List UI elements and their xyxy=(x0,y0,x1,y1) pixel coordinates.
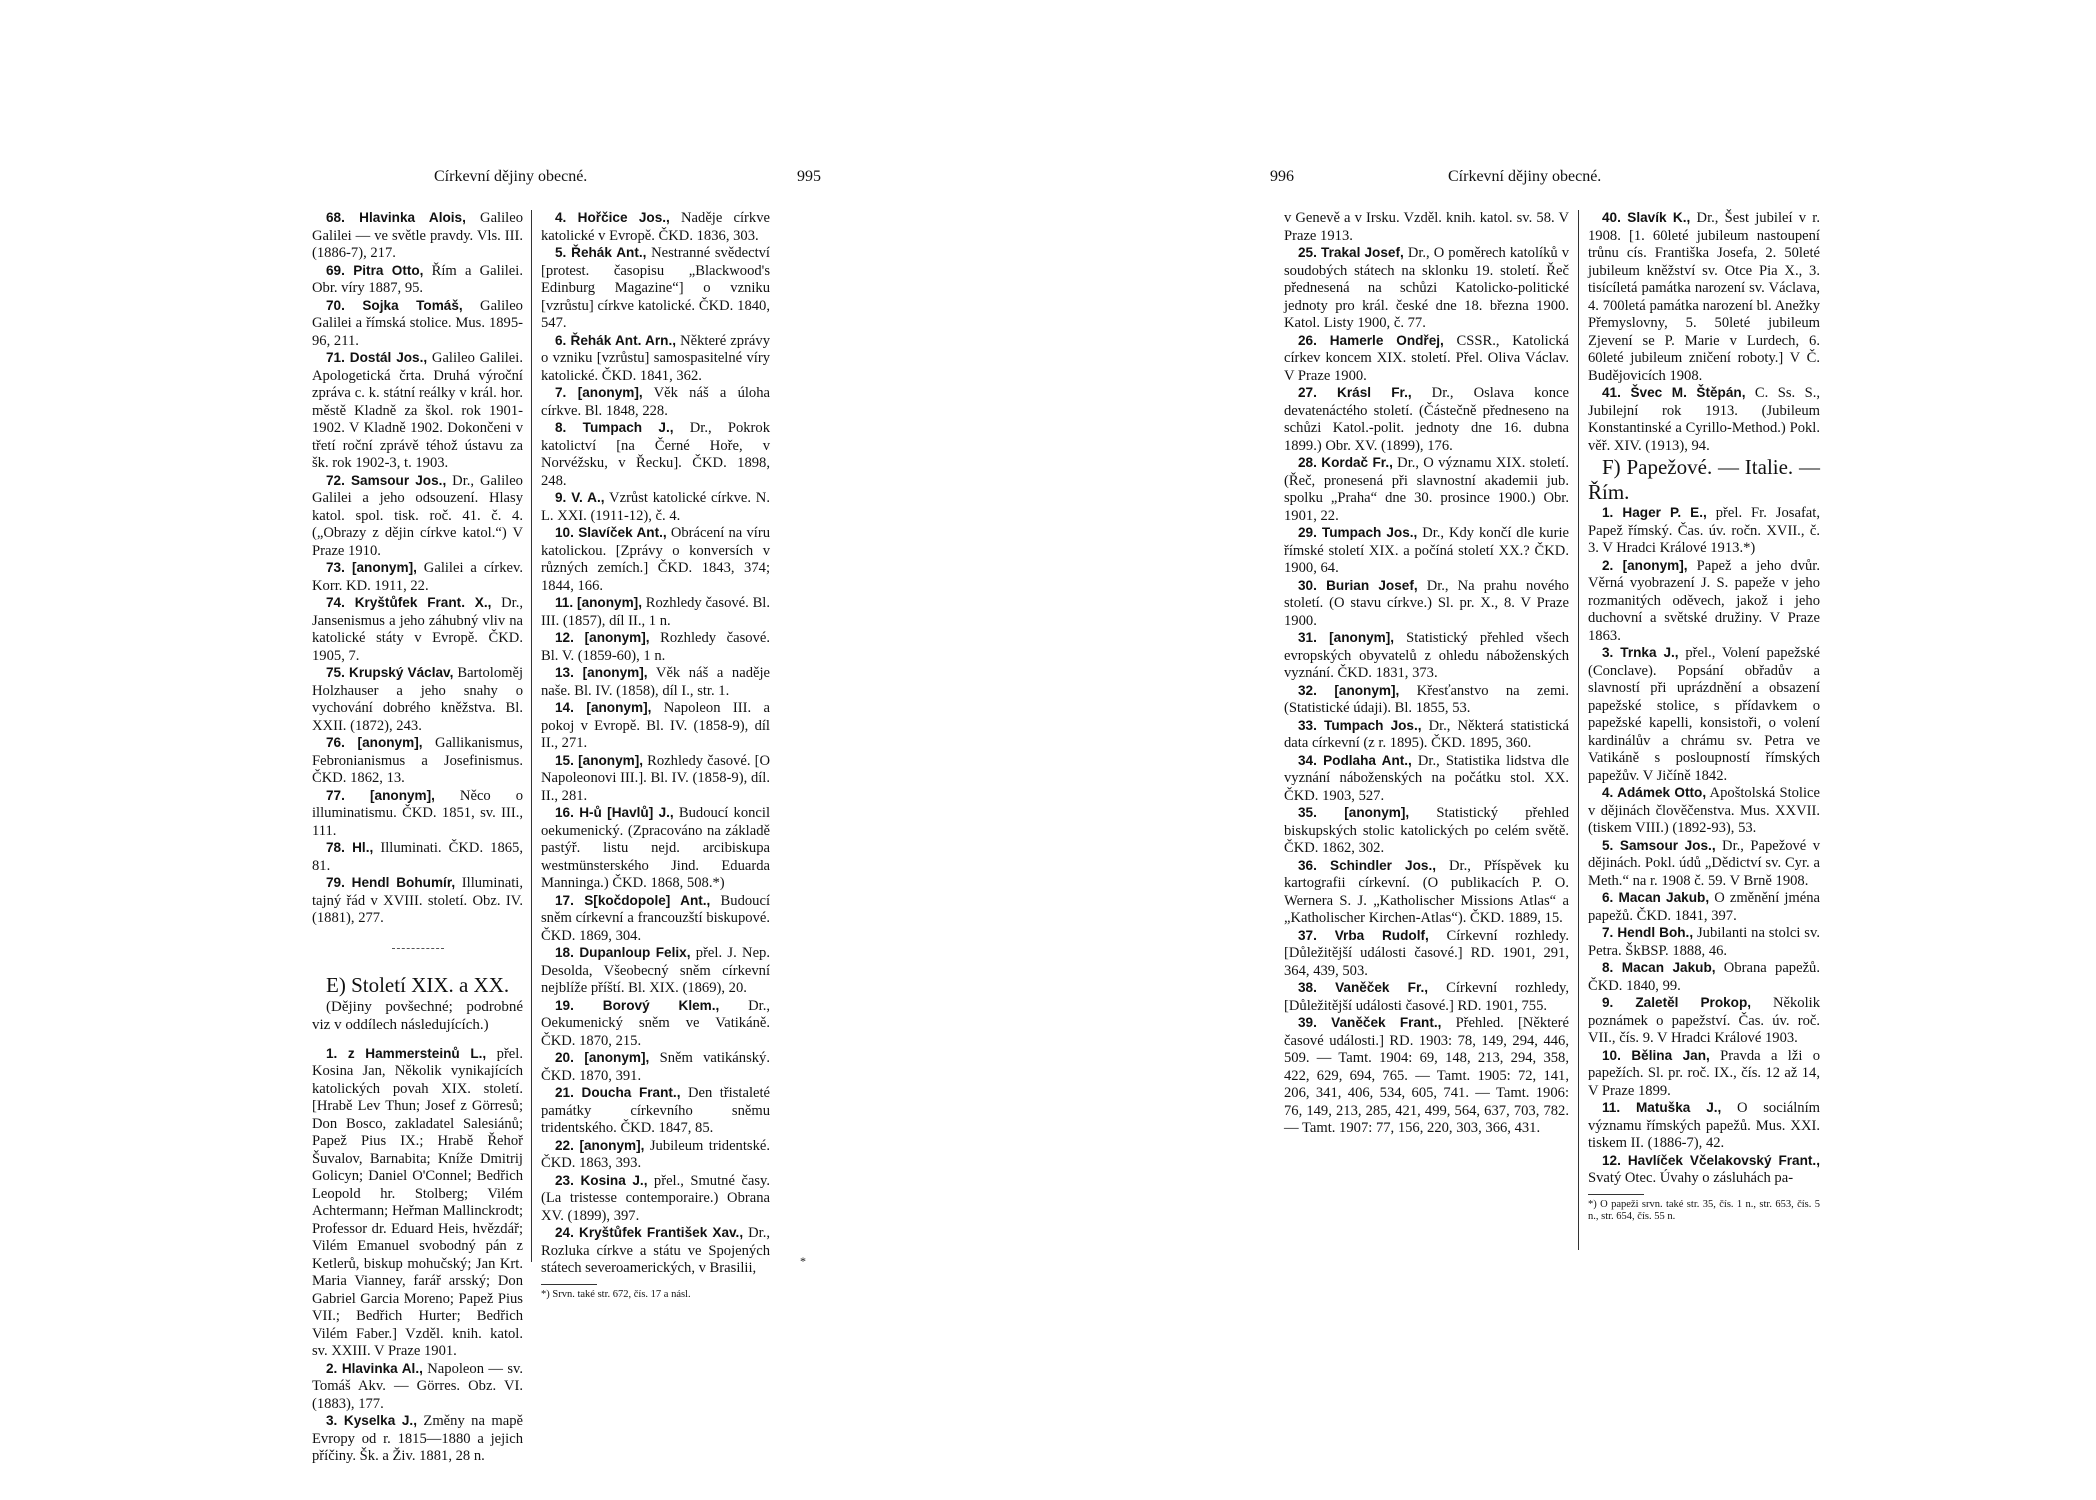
bibliography-entry xyxy=(1284,683,1569,718)
entry-author: 32. [anonym], xyxy=(1298,682,1400,698)
entry-author: 76. [anonym], xyxy=(326,735,423,750)
entry-author: 24. Kryštůfek František Xav., xyxy=(555,1225,744,1240)
entry-author: 3. Kyselka J., xyxy=(326,1413,417,1429)
entry-author: 73. [anonym], xyxy=(326,560,417,575)
footnote: *) O papeži srvn. také str. 35, čís. 1 n., str. 653, čís. 5 n., str. 654, čís. 55 n. xyxy=(1588,1198,1820,1222)
entry-text: Dr., Rozluka církve a státu ve Spojených státech severoamerických, v Brasilii, xyxy=(541,1225,770,1276)
entry-author: 11. Matuška J., xyxy=(1602,1100,1722,1116)
bibliography-entry xyxy=(312,1413,523,1466)
entry-author: 14. [anonym], xyxy=(555,700,652,715)
entry-author: 17. S[kočdopole] Ant., xyxy=(555,892,711,908)
entry-author: 18. Dupanloup Felix, xyxy=(555,945,691,960)
entry-author: 40. Slavík K., xyxy=(1602,210,1691,225)
entry-author: 10. Slavíček Ant., xyxy=(555,525,667,540)
bibliography-entry xyxy=(312,473,523,561)
entry-author: 29. Tumpach Jos., xyxy=(1298,525,1418,540)
entry-text: přel. Fr. Josafat, Papež římský. Čas. úv. ročn. XVII., č. 3. V Hradci Králové 1913.*) xyxy=(1588,505,1820,557)
entry-author: 12. [anonym], xyxy=(555,630,650,645)
entry-text: Pravda a lži o papežích. Sl. pr. roč. IX., čís. 12 až 14, V Praze 1899. xyxy=(1588,1047,1821,1099)
entry-text: Galilei a církev. Korr. KD. 1911, 22. xyxy=(312,560,523,594)
entry-text: Církevní rozhledy, [Důležitější události časové.] RD. 1901, 755. xyxy=(1284,980,1569,1014)
footnote-separator xyxy=(1588,1194,1644,1195)
section-ornament xyxy=(392,948,444,949)
entry-text: Některé zprávy o vzniku [vzrůstu] samospasitelné víry katolické. ČKD. 1841, 362. xyxy=(541,332,770,384)
entry-text: O změnění jména papežů. ČKD. 1841, 397. xyxy=(1588,890,1821,924)
entry-author: 9. V. A., xyxy=(555,490,605,505)
entry-text: Přehled. [Některé časové události.] RD. 1903: 78, 149, 294, 446, 509. — Tamt. 1904: 69, 148, 213, 294, 358, 422, 629, 694, 765. — Tamt. 1905: 72, 141, 206, 341, 406, 534, 605, 741. — Tamt. 1906: 76, 149, 213, 285, 421, 499, 564, 637, 703, 782. — Tamt. 1907: 77, 156, 220, 303, 366, 431. xyxy=(1284,1015,1569,1136)
entry-text: Dr., Některá statistická data církevní (z r. 1895). ČKD. 1895, 360. xyxy=(1284,717,1570,751)
entry-author: 41. Švec M. Štěpán, xyxy=(1602,385,1746,400)
entry-author: 21. Doucha Frant., xyxy=(555,1085,681,1100)
entry-author: 11. [anonym], xyxy=(555,595,642,610)
entry-text: Jubilanti na stolci sv. Petra. ŠkBSP. 1888, 46. xyxy=(1588,925,1820,959)
entry-author: 5. Řehák Ant., xyxy=(555,245,647,260)
entry-author: 77. [anonym], xyxy=(326,787,435,803)
bibliography-entry xyxy=(1588,785,1820,838)
bibliography-entry xyxy=(312,875,523,928)
entry-author: 26. Hamerle Ondřej, xyxy=(1298,332,1444,348)
bibliography-entry xyxy=(1588,385,1820,455)
entry-text: Dr., Jansenismus a jeho záhubný vliv na katolické státy v Evropě. ČKD. 1905, 7. xyxy=(312,595,523,664)
entry-author: 33. Tumpach Jos., xyxy=(1298,717,1422,733)
bibliography-list-century xyxy=(312,1046,523,1466)
section-f-title: F) Papežové. — Italie. — Řím. xyxy=(1588,455,1820,505)
entry-author: 7. Hendl Boh., xyxy=(1602,925,1694,941)
bibliography-entry xyxy=(541,595,770,630)
entry-text: Galileo Galilei a římská stolice. Mus. 1895-96, 211. xyxy=(312,297,523,349)
bibliography-list-popes xyxy=(1588,505,1820,1188)
entry-text: Apoštolská Stolice v dějinách člověčenstva. Mus. XXVII. (tiskem VIII.) (1892-93), 53. xyxy=(1588,785,1820,837)
column-rule-right xyxy=(1578,210,1579,1250)
entry-author: 70. Sojka Tomáš, xyxy=(326,297,463,313)
bibliography-list-church xyxy=(541,210,770,1278)
entry-author: 27. Krásl Fr., xyxy=(1298,385,1412,400)
bibliography-entry xyxy=(312,665,523,735)
entry-text: Dr., Šest jubileí v r. 1908. [1. 60leté jubileum nastoupení trůnu cís. Františka Josefa, 2. 50leté jubileum kněžství sv. Otce Pia X., 3. tisícíletá památka narození sv. Václava, 4. 700letá památka narození bl. Anežky Přemyslovny, 5. 50leté jubileum Zjevení se P. Marie v Lurdech, 6. 60leté jubileum zničení roboty.] V Č. Budějovicích 1908. xyxy=(1588,210,1821,384)
bibliography-entry xyxy=(541,998,770,1051)
entry-text: Dr., Papežové v dějinách. Pokl. údů „Dědictví sv. Cyr. a Meth.“ na r. 1908 č. 59. V Brně 1908. xyxy=(1588,837,1820,889)
entry-author: 3. Trnka J., xyxy=(1602,645,1679,661)
entry-text: Naděje církve katolické v Evropě. ČKD. 1836, 303. xyxy=(541,210,770,244)
entry-author: 38. Vaněček Fr., xyxy=(1298,980,1429,995)
entry-text: Galileo Galilei — ve světle pravdy. Vls. III. (1886-7), 217. xyxy=(312,210,523,261)
entry-text: Věk náš a úloha církve. Bl. 1848, 228. xyxy=(541,385,771,419)
entry-text: Svatý Otec. Úvahy o zásluhách pa- xyxy=(1588,1170,1794,1187)
bibliography-entry xyxy=(541,385,770,420)
entry-author: 39. Vaněček Frant., xyxy=(1298,1015,1442,1030)
entry-text: Galileo Galilei. Apologetická črta. Druhá výroční zpráva c. k. státní reálky v král. hor. městě Kladně za škol. rok 1901-1902. V Kladně 1902. Dokončeni v třetí roční zprávě téhož ústavu za šk. rok 1902-3, t. 1903. xyxy=(312,350,523,471)
entry-author: 69. Pitra Otto, xyxy=(326,262,424,278)
entry-text: Jubileum tridentské. ČKD. 1863, 393. xyxy=(541,1137,770,1171)
footnote-separator xyxy=(541,1284,597,1285)
entry-text: Statistický přehled všech evropských obyvatelů z ohledu náboženských vyznání. ČKD. 1831, 373. xyxy=(1284,630,1569,681)
entry-text: přel. J. Nep. Desolda, Všeobecný sněm církevní nejblíže příští. Bl. XIX. (1869), 20. xyxy=(541,945,770,996)
bibliography-entry xyxy=(312,840,523,875)
entry-author: 74. Kryštůfek Frant. X., xyxy=(326,595,492,610)
bibliography-entry xyxy=(1588,210,1820,385)
entry-author: 7. [anonym], xyxy=(555,385,643,400)
entry-text: Bartoloměj Holzhauser a jeho snahy o vychování dobrého kněžstva. Bl. XXII. (1872), 243. xyxy=(312,665,523,734)
entry-author: 71. Dostál Jos., xyxy=(326,350,428,365)
entry-text: Obrana papežů. ČKD. 1840, 99. xyxy=(1588,960,1821,994)
bibliography-entry xyxy=(1284,980,1569,1015)
entry-author: 6. Macan Jakub, xyxy=(1602,890,1710,906)
bibliography-entry xyxy=(312,1046,523,1361)
bibliography-entry xyxy=(1284,805,1569,858)
entry-text: Den třistaleté památky církevního sněmu tridentského. ČKD. 1847, 85. xyxy=(541,1085,771,1136)
bibliography-entry xyxy=(312,595,523,665)
bibliography-entry xyxy=(541,420,770,490)
entry-text: Změny na mapě Evropy od r. 1815—1880 a jejich příčiny. Šk. a Živ. 1881, 28 n. xyxy=(312,1413,523,1465)
entry-text: Sněm vatikánský. ČKD. 1870, 391. xyxy=(541,1050,770,1084)
entry-author: 2. [anonym], xyxy=(1602,557,1688,573)
entry-text: Věk náš a naděje naše. Bl. IV. (1858), díl I., str. 1. xyxy=(541,665,771,699)
entry-author: 72. Samsour Jos., xyxy=(326,472,447,488)
entry-text: Dr., Galileo Galilei a jeho odsouzení. Hlasy katol. spol. tisk. roč. 41. č. 4. („Obrazy z dějin církve katol.“) V Praze 1910. xyxy=(312,472,523,559)
bibliography-entry xyxy=(541,490,770,525)
entry-author: 31. [anonym], xyxy=(1298,630,1395,645)
bibliography-entry xyxy=(312,735,523,788)
bibliography-entry xyxy=(541,1085,770,1138)
entry-author: 35. [anonym], xyxy=(1298,805,1410,820)
bibliography-entry xyxy=(312,263,523,298)
entry-text: Gallikanismus, Febronianismus a Josefinismus. ČKD. 1862, 13. xyxy=(312,735,523,786)
bibliography-entry xyxy=(541,1138,770,1173)
entry-text: Řím a Galilei. Obr. víry 1887, 95. xyxy=(312,262,523,296)
entry-author: 36. Schindler Jos., xyxy=(1298,857,1437,873)
bibliography-entry xyxy=(1284,753,1569,806)
bibliography-entry xyxy=(1588,890,1820,925)
entry-text: Illuminati. ČKD. 1865, 81. xyxy=(312,840,524,874)
entry-author: 2. Hlavinka Al., xyxy=(326,1360,423,1376)
bibliography-entry xyxy=(1284,333,1569,386)
bibliography-entry xyxy=(541,525,770,595)
bibliography-entry xyxy=(312,350,523,473)
entry-text: Něco o illuminatismu. ČKD. 1851, sv. III., 111. xyxy=(312,787,523,839)
entry-text: Napoleon III. a pokoj v Evropě. Bl. IV. (1858-9), díl II., 271. xyxy=(541,700,770,751)
entry-text: přel. Kosina Jan, Několik vynikajících katolických povah XIX. století. [Hrabě Lev Thun; Josef z Görresů; Don Bosco, zakladatel Salesiánů; Papež Pius IX.; Hrabě Řehoř Šuvalov, Barnabita; Kníže Dmitrij Golicyn; Daniel O'Connel; Bedřich Leopold hr. Stolberg; Vilém Achtermann; Heřman Mallinckrodt; Professor dr. Eduard Heis, hvězdář; Vilém Emanuel svobodný pán z Ketlerů, biskup mohučský; Jan Krt. Maria Vianney, farář arsský; Don Gabriel Garcia Moreno; Papež Pius VII.; Bedřich Hurter; Bedřich Vilém Faber.] Vzděl. knih. katol. sv. XXIII. V Praze 1901. xyxy=(312,1045,523,1360)
bibliography-list-statistics xyxy=(1284,245,1569,1138)
bibliography-list-galileo xyxy=(312,210,523,928)
bibliography-entry xyxy=(541,805,770,893)
right-page-number: 996 xyxy=(1270,168,1294,185)
entry-text: Budoucí koncil oekumenický. (Zpracováno na základě pastýř. listu nejd. arcibiskupa westmünsterského Jind. Eduarda Manninga.) ČKD. 1868, 508.*) xyxy=(541,805,770,891)
bibliography-entry xyxy=(312,788,523,841)
bibliography-entry xyxy=(1284,455,1569,525)
bibliography-entry xyxy=(1284,1015,1569,1138)
entry-author: 15. [anonym], xyxy=(555,752,644,768)
entry-author: 75. Krupský Václav, xyxy=(326,665,454,680)
entry-author: 9. Zaletěl Prokop, xyxy=(1602,995,1752,1011)
continued-entry: v Genevě a v Irsku. Vzděl. knih. katol. sv. 58. V Praze 1913. xyxy=(1284,210,1569,244)
bibliography-entry xyxy=(1588,960,1820,995)
entry-text: Illuminati, tajný řád v XVIII. století. Obz. IV. (1881), 277. xyxy=(312,875,523,926)
entry-author: 4. Hořčice Jos., xyxy=(555,210,670,225)
bibliography-entry xyxy=(1588,995,1820,1048)
bibliography-entry xyxy=(1284,525,1569,578)
entry-text: Statistický přehled biskupských stolic katolických po celém světě. ČKD. 1862, 302. xyxy=(1284,805,1569,856)
bibliography-entry xyxy=(541,665,770,700)
entry-author: 23. Kosina J., xyxy=(555,1172,648,1188)
entry-author: 22. [anonym], xyxy=(555,1137,645,1153)
entry-text: Vzrůst katolické církve. N. L. XXI. (1911-12), č. 4. xyxy=(541,490,770,524)
entry-author: 16. H-ů [Havlů] J., xyxy=(555,805,674,820)
entry-text: Dr., Oslava konce devatenáctého století. (Částečně předneseno na schůzi Katol.-polit. jednoty dne 16. dubna 1899.) Obr. XV. (1899), 176. xyxy=(1284,385,1569,454)
bibliography-entry xyxy=(312,1361,523,1414)
bibliography-entry xyxy=(1588,1048,1820,1101)
entry-author: 28. Kordač Fr., xyxy=(1298,455,1393,470)
entry-text: Církevní rozhledy. [Důležitější události časové.] RD. 1901, 291, 364, 439, 503. xyxy=(1284,927,1570,979)
bibliography-entry xyxy=(1284,928,1569,981)
bibliography-entry xyxy=(541,1225,770,1278)
entry-text: Dr., Kdy končí dle kurie římské století XIX. a počíná století XX.? ČKD. 1900, 64. xyxy=(1284,525,1569,576)
entry-text: Dr., Statistika lidstva dle vyznání náboženských na počátku stol. XX. ČKD. 1903, 527. xyxy=(1284,752,1569,804)
entry-text: Rozhledy časové. [O Napoleonovi III.]. Bl. IV. (1858-9), díl. II., 281. xyxy=(541,752,770,804)
entry-text: Dr., Na prahu nového století. (O stavu církve.) Sl. pr. X., 8. V Praze 1900. xyxy=(1284,577,1569,629)
section-e-subtitle: (Dějiny povšechné; podrobné viz v oddílech následujících.) xyxy=(312,998,523,1033)
bibliography-entry xyxy=(541,893,770,946)
entry-author: 6. Řehák Ant. Arn., xyxy=(555,332,677,348)
bibliography-entry xyxy=(541,1173,770,1226)
bibliography-entry xyxy=(1284,858,1569,928)
left-page-header-title: Církevní dějiny obecné. xyxy=(434,168,588,185)
entry-text: Dr., Oekumenický sněm ve Vatikáně. ČKD. 1870, 215. xyxy=(541,997,770,1049)
bibliography-entry xyxy=(541,245,770,333)
bibliography-entry xyxy=(1284,630,1569,683)
entry-text: Budoucí sněm církevní a francouzští biskupové. ČKD. 1869, 304. xyxy=(541,892,770,944)
entry-author: 25. Trakal Josef, xyxy=(1298,245,1404,260)
bibliography-entry xyxy=(541,630,770,665)
bibliography-entry xyxy=(1588,558,1820,646)
entry-author: 79. Hendl Bohumír, xyxy=(326,875,456,890)
entry-author: 5. Samsour Jos., xyxy=(1602,837,1716,853)
bibliography-entry xyxy=(312,560,523,595)
entry-text: Rozhledy časové. Bl. III. (1857), díl II., 1 n. xyxy=(541,595,771,629)
bibliography-entry xyxy=(1284,578,1569,631)
footnote: *) Srvn. také str. 672, čís. 17 a násl. xyxy=(541,1288,691,1300)
entry-text: O sociálním významu římských papežů. Mus. XXI. tiskem II. (1886-7), 42. xyxy=(1588,1100,1820,1152)
bibliography-entry xyxy=(1588,645,1820,785)
entry-author: 20. [anonym], xyxy=(555,1050,650,1065)
section-e-title: E) Století XIX. a XX. xyxy=(326,972,510,997)
right-page-header-title: Církevní dějiny obecné. xyxy=(1448,168,1602,185)
bibliography-entry xyxy=(541,333,770,386)
entry-text: Papež a jeho dvůr. Věrná vyobrazení J. S. papeže v jeho rozmanitých oděvech, jakož i jeho duchovní a světské družiny. V Praze 1863. xyxy=(1588,557,1821,644)
entry-author: 4. Adámek Otto, xyxy=(1602,785,1707,801)
bibliography-entry xyxy=(541,1050,770,1085)
entry-author: 1. Hager P. E., xyxy=(1602,505,1707,521)
entry-author: 19. Borový Klem., xyxy=(555,997,720,1013)
entry-text: Dr., Pokrok katolictví [na Černé Hoře, v Norvéžsku, v Řecku]. ČKD. 1898, 248. xyxy=(541,420,770,489)
entry-author: 68. Hlavinka Alois, xyxy=(326,210,466,225)
bibliography-entry xyxy=(1588,1153,1820,1188)
entry-text: přel., Volení papežské (Conclave). Popsání obřadův a slavností při uprázdnění a obsazení papežské stolice, s přídavkem o papežské kapelli, konsistoři, o volení kardinálův a chrámu sv. Petra ve Vatikáně s posloupností římských papežův. V Jičíně 1842. xyxy=(1588,645,1821,784)
entry-text: Několik poznámek o papežství. Čas. úv. roč. VII., čís. 9. V Hradci Králové 1903. xyxy=(1588,995,1820,1047)
entry-author: 8. Macan Jakub, xyxy=(1602,960,1716,976)
entry-author: 30. Burian Josef, xyxy=(1298,577,1418,593)
bibliography-entry xyxy=(541,945,770,998)
left-page-number: 995 xyxy=(797,168,821,185)
bibliography-entry xyxy=(312,298,523,351)
bibliography-entry xyxy=(1284,385,1569,455)
entry-author: 34. Podlaha Ant., xyxy=(1298,752,1412,768)
entry-text: Obrácení na víru katolickou. [Zprávy o konversích v různých zemích.] ČKD. 1843, 374; 1844, 166. xyxy=(541,525,770,594)
bibliography-entry xyxy=(1588,505,1820,558)
entry-text: C. Ss. S., Jubilejní rok 1913. (Jubileum Konstantinské a Cyrillo-Method.) Pokl. věř. XIV. (1913), 94. xyxy=(1588,385,1820,454)
bibliography-entry xyxy=(1284,718,1569,753)
entry-text: přel., Smutné časy. (La tristesse contemporaire.) Obrana XV. (1899), 397. xyxy=(541,1172,770,1224)
footnote-mark: * xyxy=(800,1254,806,1268)
entry-author: 1. z Hammersteinů L., xyxy=(326,1045,487,1061)
entry-author: 12. Havlíček Včelakovský Frant., xyxy=(1602,1152,1820,1168)
entry-text: Rozhledy časové. Bl. V. (1859-60), 1 n. xyxy=(541,630,770,664)
entry-text: Křesťanstvo na zemi. (Statistické údaji). Bl. 1855, 53. xyxy=(1284,682,1569,716)
bibliography-list-jubilees xyxy=(1588,210,1820,455)
bibliography-entry xyxy=(1588,925,1820,960)
entry-text: Dr., Příspěvek ku kartografii církevní. (O publikacích P. O. Wernera S. J. „Katholischer Missions Atlas“ a „Katholischer Kirchen-Atlas“). ČKD. 1889, 15. xyxy=(1284,857,1569,926)
entry-text: Dr., O významu XIX. století. (Řeč, pronesená při slavnostní akademii jub. spolku „Praha“ dne 30. prosince 1900.) Obr. 1901, 22. xyxy=(1284,455,1570,524)
right-page-column-2 xyxy=(1588,210,1820,1223)
right-page-column-1 xyxy=(1284,210,1569,1138)
entry-text: Napoleon — sv. Tomáš Akv. — Görres. Obz. VI. (1883), 177. xyxy=(312,1360,523,1412)
left-page-column-1 xyxy=(312,210,523,1466)
bibliography-entry xyxy=(541,753,770,806)
entry-text: Dr., O poměrech katolíků v soudobých státech na sklonku 19. století. Řeč přednesená na schůzi Katolicko-politické jednoty pro král. české dne 18. března 1900. Katol. Listy 1900, č. 77. xyxy=(1284,245,1569,331)
entry-author: 37. Vrba Rudolf, xyxy=(1298,927,1429,943)
bibliography-entry xyxy=(541,700,770,753)
bibliography-entry xyxy=(1588,1100,1820,1153)
column-rule-left xyxy=(531,210,532,1262)
left-page-column-2 xyxy=(541,210,770,1301)
bibliography-entry xyxy=(1284,245,1569,333)
bibliography-entry xyxy=(1588,838,1820,891)
entry-author: 13. [anonym], xyxy=(555,665,648,680)
entry-text: Nestranné svědectví [protest. časopisu „Blackwood's Edinburg Magazine“] o vzniku [vzrůstu] církve katolické. ČKD. 1840, 547. xyxy=(541,245,770,331)
entry-author: 8. Tumpach J., xyxy=(555,420,674,435)
entry-text: CSSR., Katolická církev koncem XIX. století. Přel. Oliva Václav. V Praze 1900. xyxy=(1284,332,1569,384)
bibliography-entry xyxy=(312,210,523,263)
entry-author: 10. Bělina Jan, xyxy=(1602,1047,1710,1063)
entry-author: 78. Hl., xyxy=(326,840,374,855)
bibliography-entry xyxy=(541,210,770,245)
